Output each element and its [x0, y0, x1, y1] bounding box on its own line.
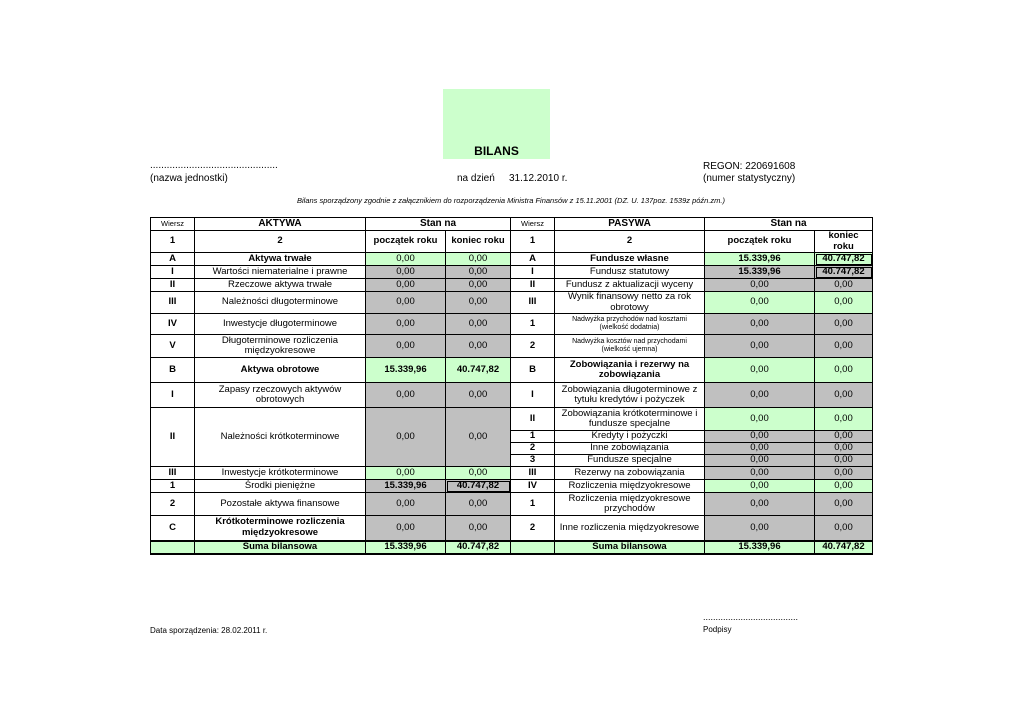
value-cell: 0,00 — [705, 467, 815, 480]
header-num2: 2 — [195, 231, 366, 253]
table-row — [151, 292, 873, 314]
total-assets-start: 15.339,96 — [366, 541, 446, 554]
table-row — [151, 516, 873, 541]
value-cell: 0,00 — [705, 516, 815, 541]
value-cell: 0,00 — [446, 253, 511, 266]
row-code: III — [151, 467, 195, 480]
value-cell: 0,00 — [446, 266, 511, 279]
header-stan-na-liabilities: Stan na — [705, 218, 873, 231]
preparation-date: Data sporządzenia: 28.02.2011 r. — [150, 626, 268, 635]
header-stan-na-assets: Stan na — [366, 218, 511, 231]
value-cell: 0,00 — [815, 279, 873, 292]
row-code: A — [151, 253, 195, 266]
value-cell: 0,00 — [705, 443, 815, 455]
row-label: Krótkoterminowe rozliczenia międzyokresowe — [195, 516, 366, 541]
header-koniec: koniec roku — [446, 231, 511, 253]
value-cell: 0,00 — [446, 467, 511, 480]
value-cell: 0,00 — [815, 455, 873, 467]
value-cell: 0,00 — [815, 314, 873, 335]
row-code: 2 — [151, 493, 195, 516]
value-cell: 40.747,82 — [446, 480, 511, 493]
row-code: 2 — [511, 443, 555, 455]
legal-basis: Bilans sporządzony zgodnie z załącznikiem do rozporządzenia Ministra Finansów z 15.11.2001 (DZ. U. 137poz. 1539z późn.zm.) — [297, 196, 725, 205]
value-cell: 0,00 — [815, 443, 873, 455]
header-numbers-row — [151, 231, 873, 253]
row-code: 1 — [511, 431, 555, 443]
value-cell: 40.747,82 — [815, 253, 873, 266]
value-cell: 0,00 — [705, 292, 815, 314]
value-cell: 15.339,96 — [366, 480, 446, 493]
row-code: IV — [151, 314, 195, 335]
value-cell: 0,00 — [366, 408, 446, 467]
value-cell: 0,00 — [446, 383, 511, 408]
total-row — [151, 541, 873, 554]
row-label: Nadwyżka przychodów nad kosztami (wielkość dodatnia) — [555, 314, 705, 335]
value-cell: 0,00 — [815, 431, 873, 443]
row-code: II — [151, 279, 195, 292]
row-code: I — [151, 383, 195, 408]
header-wiersz: Wiersz — [151, 218, 195, 231]
value-cell: 0,00 — [366, 266, 446, 279]
value-cell: 0,00 — [815, 493, 873, 516]
row-label: Wartości niematerialne i prawne — [195, 266, 366, 279]
value-cell: 0,00 — [366, 335, 446, 358]
value-cell: 0,00 — [446, 493, 511, 516]
table-row — [151, 335, 873, 358]
row-code: II — [511, 408, 555, 431]
value-cell: 0,00 — [446, 335, 511, 358]
value-cell: 0,00 — [815, 480, 873, 493]
value-cell: 0,00 — [705, 408, 815, 431]
table-row — [151, 467, 873, 480]
row-label: Wynik finansowy netto za rok obrotowy — [555, 292, 705, 314]
row-label: Fundusz statutowy — [555, 266, 705, 279]
row-code: 2 — [511, 335, 555, 358]
date-label: na dzień — [457, 173, 495, 184]
entity-name-caption: (nazwa jednostki) — [150, 173, 228, 184]
row-label: Aktywa trwałe — [195, 253, 366, 266]
row-label: Zobowiązania i rezerwy na zobowiązania — [555, 358, 705, 383]
table-row — [151, 279, 873, 292]
value-cell: 0,00 — [366, 493, 446, 516]
row-code: 3 — [511, 455, 555, 467]
header-koniec-p: koniec roku — [815, 231, 873, 253]
row-label: Rozliczenia międzyokresowe przychodów — [555, 493, 705, 516]
row-code: 1 — [511, 493, 555, 516]
row-code: A — [511, 253, 555, 266]
row-code: I — [511, 266, 555, 279]
value-cell: 0,00 — [705, 358, 815, 383]
value-cell: 0,00 — [446, 279, 511, 292]
row-label: Rzeczowe aktywa trwałe — [195, 279, 366, 292]
header-poczatek: początek roku — [366, 231, 446, 253]
value-cell: 0,00 — [446, 292, 511, 314]
table-row — [151, 408, 873, 431]
value-cell: 0,00 — [705, 480, 815, 493]
value-cell: 40.747,82 — [446, 358, 511, 383]
row-label: Kredyty i pożyczki — [555, 431, 705, 443]
row-code: II — [511, 279, 555, 292]
value-cell: 0,00 — [705, 431, 815, 443]
row-label: Inwestycje krótkoterminowe — [195, 467, 366, 480]
header-wiersz-liabilities: Wiersz — [511, 218, 555, 231]
row-label: Inwestycje długoterminowe — [195, 314, 366, 335]
row-code: B — [151, 358, 195, 383]
header-poczatek-p: początek roku — [705, 231, 815, 253]
row-code: III — [511, 467, 555, 480]
row-label: Inne zobowiązania — [555, 443, 705, 455]
value-cell: 0,00 — [446, 314, 511, 335]
row-code: B — [511, 358, 555, 383]
total-liabilities-start: 15.339,96 — [705, 541, 815, 554]
row-label: Rozliczenia międzyokresowe — [555, 480, 705, 493]
row-code: 1 — [151, 480, 195, 493]
value-cell: 0,00 — [815, 335, 873, 358]
row-label: Aktywa obrotowe — [195, 358, 366, 383]
signatures-caption: Podpisy — [703, 625, 732, 634]
balance-table — [150, 217, 873, 555]
value-cell: 0,00 — [446, 516, 511, 541]
total-assets-end: 40.747,82 — [446, 541, 511, 554]
row-label: Środki pieniężne — [195, 480, 366, 493]
value-cell: 0,00 — [815, 358, 873, 383]
value-cell: 0,00 — [815, 516, 873, 541]
header-row — [151, 218, 873, 231]
total-label-assets: Suma bilansowa — [195, 541, 366, 554]
value-cell: 15.339,96 — [705, 266, 815, 279]
table-row — [151, 480, 873, 493]
row-code: III — [511, 292, 555, 314]
page-title: BILANS — [474, 144, 519, 158]
value-cell: 15.339,96 — [705, 253, 815, 266]
row-code: 2 — [511, 516, 555, 541]
value-cell: 0,00 — [366, 292, 446, 314]
header-num2-p: 2 — [555, 231, 705, 253]
row-code: IV — [511, 480, 555, 493]
value-cell: 0,00 — [705, 493, 815, 516]
row-label: Zobowiązania długoterminowe z tytułu kredytów i pożyczek — [555, 383, 705, 408]
table-row — [151, 253, 873, 266]
row-label: Należności długoterminowe — [195, 292, 366, 314]
row-code: I — [511, 383, 555, 408]
value-cell: 0,00 — [705, 455, 815, 467]
header-pasywa: PASYWA — [555, 218, 705, 231]
signature-dots: ...................................... — [703, 612, 799, 622]
value-cell: 15.339,96 — [366, 358, 446, 383]
value-cell: 0,00 — [366, 314, 446, 335]
value-cell: 0,00 — [366, 467, 446, 480]
value-cell: 0,00 — [705, 279, 815, 292]
regon: REGON: 220691608 — [703, 161, 796, 172]
total-liabilities-end: 40.747,82 — [815, 541, 873, 554]
value-cell: 0,00 — [705, 383, 815, 408]
row-label: Inne rozliczenia międzyokresowe — [555, 516, 705, 541]
date-value: 31.12.2010 r. — [509, 173, 568, 184]
table-row — [151, 493, 873, 516]
row-code: 1 — [511, 314, 555, 335]
value-cell: 0,00 — [366, 383, 446, 408]
header-aktywa: AKTYWA — [195, 218, 366, 231]
value-cell: 0,00 — [366, 516, 446, 541]
value-cell: 0,00 — [815, 292, 873, 314]
value-cell: 0,00 — [366, 279, 446, 292]
table-row — [151, 266, 873, 279]
stat-number-caption: (numer statystyczny) — [703, 173, 796, 184]
table-row — [151, 314, 873, 335]
row-label: Zobowiązania krótkoterminowe i fundusze specjalne — [555, 408, 705, 431]
row-code: III — [151, 292, 195, 314]
entity-name-dots: .............................................. — [150, 160, 278, 171]
row-label: Nadwyżka kosztów nad przychodami (wielkość ujemna) — [555, 335, 705, 358]
value-cell: 0,00 — [815, 383, 873, 408]
row-code: I — [151, 266, 195, 279]
value-cell: 0,00 — [815, 408, 873, 431]
row-label: Fundusz z aktualizacji wyceny — [555, 279, 705, 292]
value-cell: 0,00 — [366, 253, 446, 266]
header-num1: 1 — [151, 231, 195, 253]
row-label: Należności krótkoterminowe — [195, 408, 366, 467]
row-label: Fundusze specjalne — [555, 455, 705, 467]
table-row — [151, 383, 873, 408]
total-empty-cell — [151, 541, 195, 554]
row-code: V — [151, 335, 195, 358]
value-cell: 0,00 — [705, 335, 815, 358]
value-cell: 0,00 — [815, 467, 873, 480]
header-num1-p: 1 — [511, 231, 555, 253]
value-cell: 0,00 — [446, 408, 511, 467]
row-label: Fundusze własne — [555, 253, 705, 266]
value-cell: 40.747,82 — [815, 266, 873, 279]
total-label-liabilities: Suma bilansowa — [555, 541, 705, 554]
row-label: Rezerwy na zobowiązania — [555, 467, 705, 480]
total-empty-cell — [511, 541, 555, 554]
value-cell: 0,00 — [705, 314, 815, 335]
row-label: Zapasy rzeczowych aktywów obrotowych — [195, 383, 366, 408]
row-code: C — [151, 516, 195, 541]
table-row — [151, 358, 873, 383]
row-code: II — [151, 408, 195, 467]
row-label: Pozostałe aktywa finansowe — [195, 493, 366, 516]
row-label: Długoterminowe rozliczenia międzyokresowe — [195, 335, 366, 358]
